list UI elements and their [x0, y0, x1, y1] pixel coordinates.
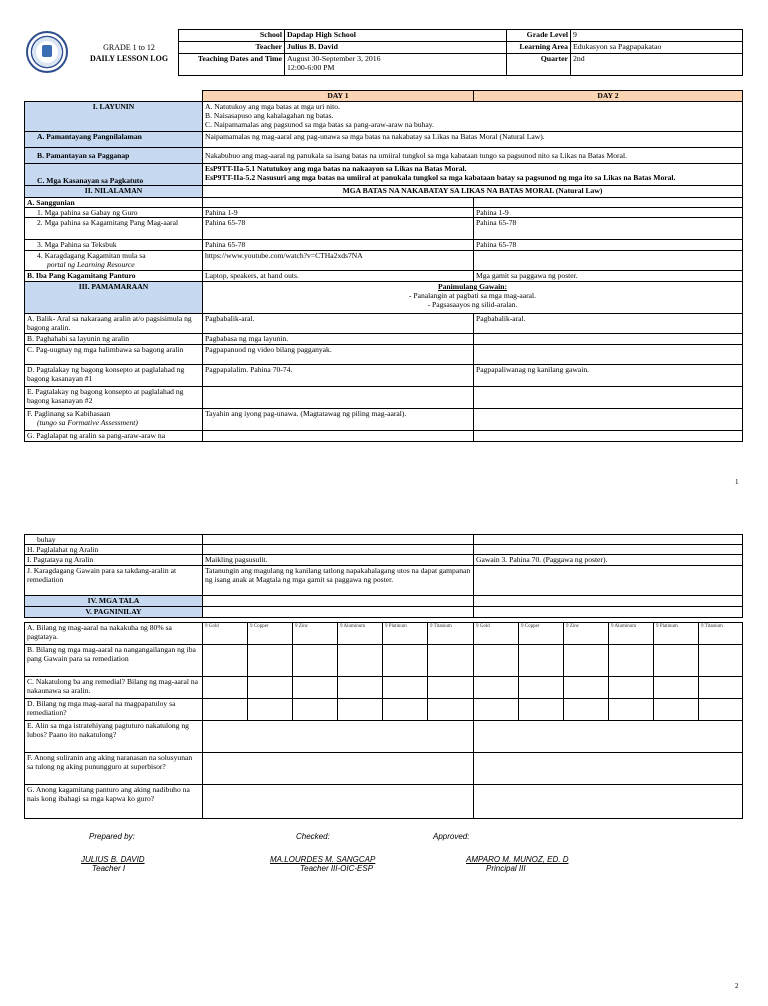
section-label: 9 Aluminum [609, 623, 654, 645]
layunin-items: A. Natutukoy ang mga batas at mga uri nito. B. Naisasapuso ang kahalagahan ng batas. C. Naipamamalas ang pagsunod sa mga batas sa pang-araw-araw na buhay. [203, 102, 743, 132]
main-table-page2: buhay H. Paglalahat ng Aralin I. Pagtataya ng Aralin Maikling pagsusulit. Gawain 3. Pahina 70. (Paggawa ng poster). J. Karagdagang Gawain para sa takdang-aralin at remediation Tatanungin ang magulang ng kanilang tatlong napakahalagang utos na dapat gampanan ng isang anak at Magtala ng mga gamit sa paggawa ng poster. IV. MGA TALA V. PAGNINILAY [24, 534, 743, 618]
tally-cell[interactable] [699, 645, 743, 677]
section-label: 9 Platinum [654, 623, 699, 645]
section-label: 9 Aluminum [338, 623, 383, 645]
tally-cell[interactable] [203, 645, 248, 677]
pagninilay-table: A. Bilang ng mag-aaral na nakakuha ng 80% sa pagtataya. 9 Gold 9 Copper 9 Zinc 9 Aluminum 9 Platinum 9 Titanium 9 Gold 9 Copper 9 Zinc 9 Aluminum 9 Platinum 9 Titanium B. Bilang ng mga mag-aaral na nangangailangan ng iba pang Gawain para sa remediation C. Nakatulong ba ang remedial? Bilang ng mag-aaral na nakaunawa sa aralin. D. Bilang ng mga mag-aaral na magpapatuloy sa remediation? E. Alin sa mga istratehiyang pagtuturo nakatulong ng lubos? Paano ito nakatulong? F. Anong suliranin ang aking naranasan na solusyunan sa tulong ng aking punungguro at superbisor? G. Anong kagamitang panturo ang aking nadibuho na nais kong ibahagi sa mga kapwa ko guro? [24, 622, 743, 819]
tally-cell[interactable] [474, 699, 519, 721]
tally-cell[interactable] [293, 699, 338, 721]
tally-cell[interactable] [519, 677, 564, 699]
kabihasaan-label: F. Paglinang sa Kabihasaan (tungo sa Formative Assessment) [25, 409, 203, 431]
section-label: 9 Zinc [293, 623, 338, 645]
approved-name: AMPARO M. MUNOZ, ED. D [466, 855, 569, 864]
tally-cell[interactable] [383, 699, 428, 721]
tally-cell[interactable] [609, 699, 654, 721]
tally-cell[interactable] [564, 677, 609, 699]
panimulang-gawain: Panimulang Gawain: - Panalangin at pagbati sa mga mag-aaral. - Pagsasaayos ng silid-aralan. [203, 282, 743, 314]
learning-resource-label: 4. Karagdagang Kagamitan mula sa portal ng Learning Resource [25, 251, 203, 271]
main-table-page1: DAY 1 DAY 2 I. LAYUNIN A. Natutukoy ang mga batas at mga uri nito. B. Naisasapuso ang kahalagahan ng batas. C. Naipamamalas ang pagsunod sa mga batas sa pang-araw-araw na buhay. A. Pamantayang Pangnilalaman Naipamamalas ng mag-aaral ang pag-unawa sa mga batas na nakabatay sa Likas na Batas Moral (Natural Law). B. Pamantayan sa Pagganap Nakabubuo ang mag-aaral ng panukala sa isang batas na umiiral tungkol sa mga kabataan tungo sa pagsunod nito sa Likas na Batas Moral. C. Mga Kasanayan sa Pagkatuto EsP9TT-IIa-5.1 Natutukoy ang mga batas na nakaayon sa Likas na Batas Moral. EsP9TT-IIa-5.2 Nasusuri ang mga batas na umiiral at panukala tungkol sa mga kabataan batay sa pagsunod ng mga ito sa Likas na Batas Moral. II. NILALAMAN MGA BATAS NA NAKABATAY SA LIKAS NA BATAS MORAL (Natural Law) A. Sanggunian 1. Mga pahina sa Gabay ng Guro Pahina 1-9 Pahina 1-9 2. Mga pahina sa Kagamitang Pang Mag-aaral Pahina 65-78 Pahina 65-78 3. Mga Pahina sa Teksbuk Pahina 65-78 Pahina 65-78 4. Karagdagang Kagamitan mula sa portal ng Learning Resource https://www.youtube.com/watch?v=CTHa2xds7NA B. Iba Pang Kagamitang Panturo Laptop, speakers, at hand outs. Mga gamit sa paggawa ng poster. III. PAMAMARAAN Panimulang Gawain: - Panalangin at pagbati sa mga mag-aaral. - Pagsasaayos ng silid-aralan. A. Balik- Aral sa nakaraang aralin at/o pagsisimula ng bagong aralin. Pagbabalik-aral. Pagbabalik-aral. B. Paghahabi sa layunin ng aralin Pagbabasa ng mga layunin. C. Pag-uugnay ng mga halimbawa sa bagong aralin Pagpapanuod ng video bilang pagganyak. D. Pagtalakay ng bagong konsepto at paglalahad ng bagong kasanayan #1 Pagpapalalim. Pahina 70-74. Pagpapaliwanag ng kanilang gawain. E. Pagtalakay ng bagong konsepto at paglalahad ng bagong kasanayan #2 F. Paglinang sa Kabihasaan (tungo sa Formative Assessment) Tayahin ang iyong pag-unawa. (Magtatawag ng piling mag-aaral). G. Paglalapat ng aralin sa pang-araw-araw na [24, 90, 743, 442]
tally-cell[interactable] [609, 677, 654, 699]
section-label: 9 Gold [203, 623, 248, 645]
section-label: 9 Titanium [699, 623, 743, 645]
tally-cell[interactable] [248, 645, 293, 677]
tally-cell[interactable] [699, 677, 743, 699]
checked-title: Teacher III-OIC-ESP [300, 864, 374, 873]
tally-cell[interactable] [293, 645, 338, 677]
dates-value: August 30-September 3, 2016 12:00-6:00 PM [285, 54, 507, 76]
page-number: 1 [735, 478, 739, 486]
tally-cell[interactable] [203, 677, 248, 699]
page-number: 2 [735, 982, 739, 990]
tally-cell[interactable] [383, 677, 428, 699]
approved-title: Principal III [486, 864, 526, 873]
tally-cell[interactable] [428, 645, 474, 677]
prepared-name: JULIUS B. DAVID [81, 855, 145, 864]
tally-cell[interactable] [564, 699, 609, 721]
tally-cell[interactable] [699, 699, 743, 721]
tally-cell[interactable] [248, 699, 293, 721]
tally-cell[interactable] [428, 699, 474, 721]
dll-title: GRADE 1 to 12 DAILY LESSON LOG [89, 43, 169, 63]
tally-cell[interactable] [519, 699, 564, 721]
youtube-link[interactable]: https://www.youtube.com/watch?v=CTHa2xds7NA [203, 251, 474, 271]
section-label: 9 Gold [474, 623, 519, 645]
section-label: 9 Titanium [428, 623, 474, 645]
tally-cell[interactable] [654, 677, 699, 699]
header-table: School Dapdap High School Grade Level 9 Teacher Julius B. David Learning Area Edukasyon sa Pagpapakatao Teaching Dates and Time August 30-September 3, 2016 12:00-6:00 PM Quarter 2nd [178, 29, 743, 76]
tally-cell[interactable] [474, 645, 519, 677]
tally-cell[interactable] [248, 677, 293, 699]
tally-cell[interactable] [203, 699, 248, 721]
tally-cell[interactable] [383, 645, 428, 677]
tally-cell[interactable] [609, 645, 654, 677]
prepared-title: Teacher I [92, 864, 126, 873]
tally-cell[interactable] [519, 645, 564, 677]
deped-seal-logo [26, 31, 68, 73]
tally-cell[interactable] [564, 645, 609, 677]
tally-cell[interactable] [338, 645, 383, 677]
tally-cell[interactable] [428, 677, 474, 699]
kasanayan-codes: EsP9TT-IIa-5.1 Natutukoy ang mga batas na nakaayon sa Likas na Batas Moral. EsP9TT-IIa-5.2 Nasusuri ang mga batas na umiiral at panukala tungkol sa mga kabataan batay sa pagsunod ng mga ito sa Likas na Batas Moral. [203, 164, 743, 186]
tally-cell[interactable] [338, 699, 383, 721]
section-label: 9 Zinc [564, 623, 609, 645]
tally-cell[interactable] [293, 677, 338, 699]
section-label: 9 Copper [519, 623, 564, 645]
section-label: 9 Copper [248, 623, 293, 645]
tally-cell[interactable] [654, 699, 699, 721]
tally-cell[interactable] [338, 677, 383, 699]
tally-cell[interactable] [654, 645, 699, 677]
checked-name: MA.LOURDES M. SANGCAP [270, 855, 376, 864]
tally-cell[interactable] [474, 677, 519, 699]
section-label: 9 Platinum [383, 623, 428, 645]
